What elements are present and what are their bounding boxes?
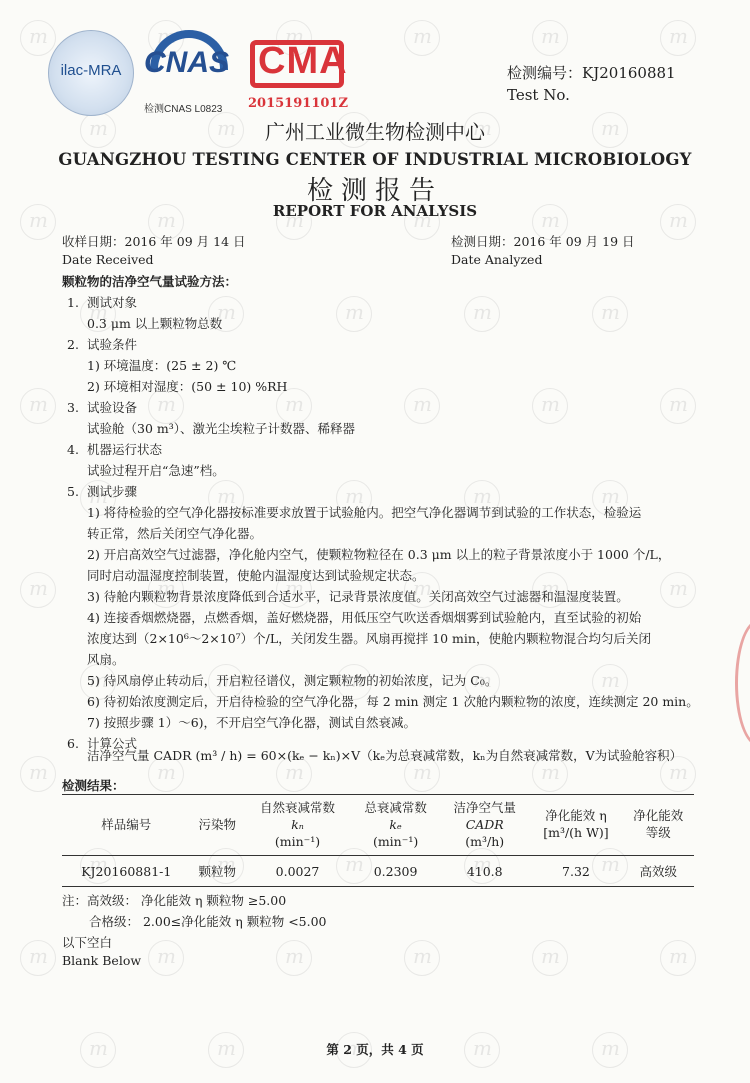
blank-below-en: Blank Below (62, 953, 142, 968)
watermark-mark (20, 20, 56, 56)
method-line-text: 5) 待风扇停止转动后，开启粒径谱仪，测定颗粒物的初始浓度，记为 C₀。 (87, 673, 498, 688)
results-column-header (623, 793, 694, 856)
method-line-text: 计算公式 (87, 736, 138, 751)
results-column-header-line: 等级 (645, 825, 671, 840)
report-title-en: REPORT FOR ANALYSIS (272, 202, 478, 220)
method-line (67, 376, 707, 397)
method-line-text: 4) 连接香烟燃烧器，点燃香烟，盖好燃烧器，用低压空气吹送香烟烟雾到试验舱内，直至试验的初始 (87, 610, 642, 625)
method-line (67, 292, 707, 313)
test-number-value: KJ20160881 (582, 64, 676, 82)
results-cell: 颗粒物 (191, 856, 244, 887)
method-line (67, 439, 707, 460)
cnas-code: 检测CNAS L0823 (144, 104, 223, 115)
date-analyzed-cn: 检测日期：2016 年 09 月 19 日 (451, 234, 635, 249)
method-line (67, 544, 707, 565)
results-column-header-line: 污染物 (198, 816, 237, 832)
method-line-number: 2. (67, 337, 79, 352)
results-cell: 0.0027 (244, 856, 351, 887)
method-line (67, 334, 707, 355)
results-column-header-line: [m³/(h W)] (543, 825, 609, 840)
results-column-header (529, 793, 622, 856)
method-line (67, 586, 707, 607)
method-line-text: 1) 环境温度：(25 ± 2) ℃ (87, 358, 237, 373)
method-line (67, 523, 707, 544)
results-cell: 410.8 (440, 856, 529, 887)
results-column-header (351, 793, 440, 856)
blank-below-cn: 以下空白 (62, 935, 113, 950)
grade-note-pass: 合格级： 2.00≤净化能效 η 颗粒物 <5.00 (89, 914, 327, 929)
method-line-text: 6) 待初始浓度测定后，开启待检验的空气净化器，每 2 min 测定 1 次舱内颗粒物的浓度，连续测定 20 min。 (87, 694, 699, 709)
results-column-header-line: CADR (465, 816, 504, 832)
method-line-text: 0.3 μm 以上颗粒物总数 (87, 316, 223, 331)
results-table (62, 793, 694, 887)
ilac-logo-text: ilac-MRA (60, 62, 122, 79)
watermark-mark (20, 572, 56, 608)
method-line-number: 3. (67, 400, 79, 415)
method-heading: 颗粒物的洁净空气量试验方法： (62, 274, 238, 289)
watermark-mark (404, 940, 440, 976)
results-column-header (191, 793, 244, 856)
method-line-number: 5. (67, 484, 79, 499)
results-column-header-line: kₑ (389, 816, 402, 832)
results-column-header-line: 自然衰减常数 (260, 799, 336, 815)
method-line (67, 691, 707, 712)
method-line-text: 试验过程开启“急速”档。 (87, 463, 225, 478)
date-received-en: Date Received (62, 252, 154, 267)
method-line (67, 397, 707, 418)
results-cell: KJ20160881-1 (62, 856, 191, 887)
method-line (67, 502, 707, 523)
results-column-header-line: (min⁻¹) (372, 833, 419, 849)
watermark-mark (532, 940, 568, 976)
red-stamp-edge (735, 620, 750, 746)
results-data-row (62, 856, 694, 887)
method-steps (67, 292, 707, 754)
grade-note-high: 注：高效级： 净化能效 η 颗粒物 ≥5.00 (62, 893, 287, 908)
method-line-number: 6. (67, 736, 79, 751)
results-column-header (62, 793, 191, 856)
method-line-text: 2) 开启高效空气过滤器，净化舱内空气，使颗粒物粒径在 0.3 μm 以上的粒子背景浓度小于 1000 个/L， (87, 547, 671, 562)
method-line-text: 2) 环境相对湿度：(50 ± 10) %RH (87, 379, 288, 394)
method-line-number: 4. (67, 442, 79, 457)
results-cell: 7.32 (529, 856, 622, 887)
watermark-mark (532, 20, 568, 56)
method-line-text: 机器运行状态 (87, 442, 163, 457)
date-analyzed-en: Date Analyzed (451, 252, 543, 267)
cma-logo: CMA (258, 40, 348, 82)
method-line-number: 1. (67, 295, 79, 310)
method-line-text: 1) 将待检验的空气净化器按标准要求放置于试验舱内。把空气净化器调节到试验的工作状态，检验运 (87, 505, 642, 520)
results-column-header-line: 净化能效 η (545, 808, 607, 823)
date-received-cn: 收样日期：2016 年 09 月 14 日 (62, 234, 246, 249)
report-title-cn: 检测报告 (306, 176, 443, 206)
method-line-text: 测试步骤 (87, 484, 138, 499)
results-column-header (440, 793, 529, 856)
watermark-mark (148, 940, 184, 976)
method-line (67, 355, 707, 376)
method-line-text: 7) 按照步骤 1）～6)，不开启空气净化器，测试自然衰减。 (87, 715, 417, 730)
watermark-mark (660, 20, 696, 56)
results-header-row (62, 793, 694, 856)
method-line (67, 649, 707, 670)
date-received (62, 233, 246, 269)
results-column-header-line: 样品编号 (101, 816, 152, 832)
watermark-mark (404, 20, 440, 56)
method-line (67, 670, 707, 691)
results-column-header-line: 总衰减常数 (364, 799, 427, 815)
method-line-text: 转正常，然后关闭空气净化器。 (87, 526, 263, 541)
method-line-text: 3) 待舱内颗粒物背景浓度降低到合适水平，记录背景浓度值。关闭高效空气过滤器和温湿度装置。 (87, 589, 629, 604)
org-title-cn: 广州工业微生物检测中心 (265, 120, 485, 144)
method-line (67, 313, 707, 334)
results-column-header-line: (min⁻¹) (274, 833, 321, 849)
method-line (67, 481, 707, 502)
cadr-formula: 洁净空气量 CADR (m³ / h) = 60×(kₑ − kₙ)×V（kₑ为总衰减常数，kₙ为自然衰减常数，V为试验舱容积） (87, 748, 683, 763)
ilac-mra-logo (48, 30, 134, 116)
test-number-label: 检测编号： (507, 64, 583, 82)
method-line (67, 418, 707, 439)
test-number-block (507, 62, 676, 106)
method-line (67, 565, 707, 586)
method-line-text: 试验舱（30 m³）、激光尘埃粒子计数器、稀释器 (87, 421, 355, 436)
watermark-mark (276, 940, 312, 976)
page-number: 第 2 页，共 4 页 (326, 1042, 424, 1057)
watermark-mark (20, 940, 56, 976)
watermark-mark (660, 940, 696, 976)
date-analyzed (451, 233, 635, 269)
results-cell: 0.2309 (351, 856, 440, 887)
cnas-logo: CNAS (144, 46, 230, 79)
cma-code: 2015191101Z (248, 96, 348, 111)
test-number-label-en: Test No. (507, 86, 570, 104)
watermark-mark (20, 756, 56, 792)
method-line-text: 试验设备 (87, 400, 138, 415)
method-line-text: 同时启动温湿度控制装置，使舱内温湿度达到试验规定状态。 (87, 568, 425, 583)
results-column-header (244, 793, 351, 856)
results-column-header-line: kₙ (291, 816, 304, 832)
results-column-header-line: 洁净空气量 (453, 799, 516, 815)
method-line (67, 460, 707, 481)
org-title-en: GUANGZHOU TESTING CENTER OF INDUSTRIAL MICROBIOLOGY (58, 150, 692, 169)
watermark-mark (20, 388, 56, 424)
method-line (67, 628, 707, 649)
results-cell: 高效级 (623, 856, 694, 887)
results-column-header-line: 净化能效 (633, 808, 684, 823)
results-heading: 检测结果： (62, 778, 125, 793)
method-line-text: 试验条件 (87, 337, 138, 352)
method-line (67, 712, 707, 733)
method-line-text: 测试对象 (87, 295, 138, 310)
method-line (67, 607, 707, 628)
method-line-text: 浓度达到（2×10⁶～2×10⁷）个/L，关闭发生器。风扇再搅拌 10 min，使舱内颗粒物混合均匀后关闭 (87, 631, 651, 646)
results-column-header-line: (m³/h) (465, 833, 505, 849)
method-line-text: 风扇。 (87, 652, 125, 667)
